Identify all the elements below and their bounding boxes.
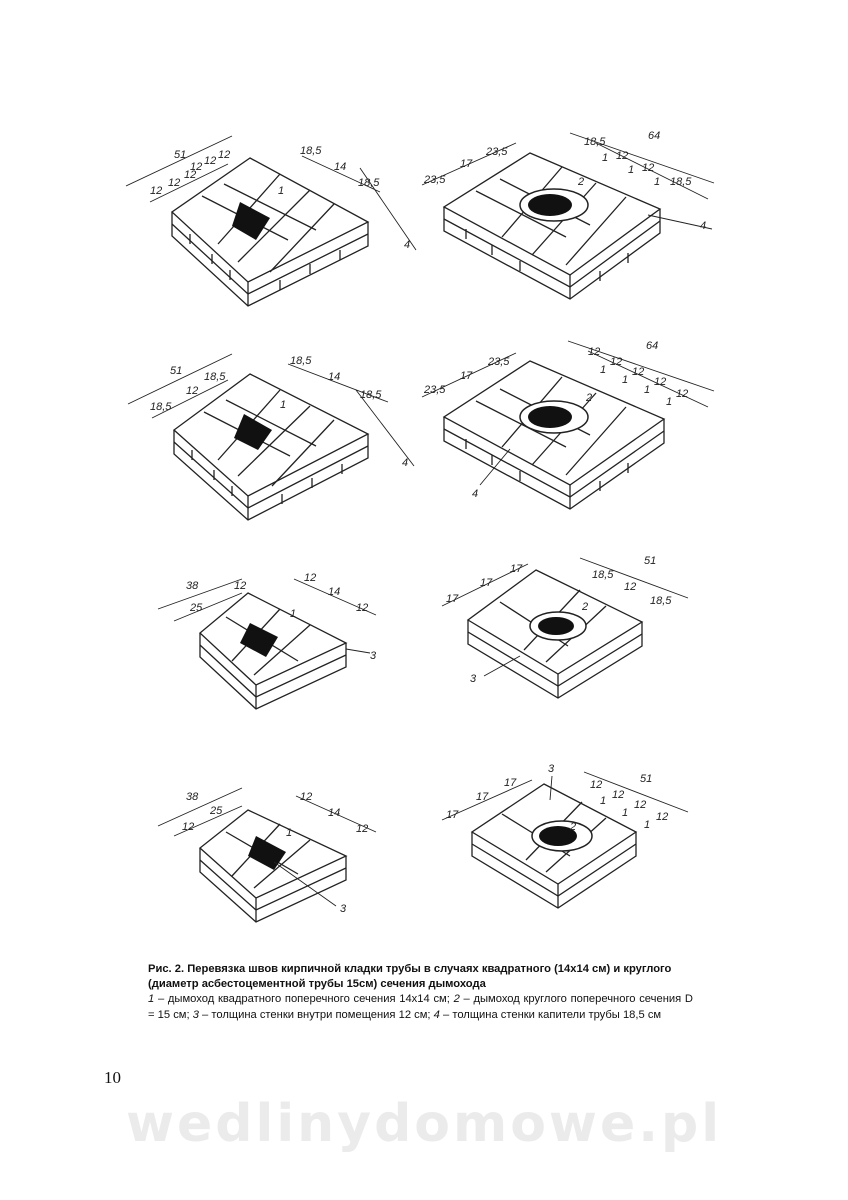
label-0: 2 [578,176,585,188]
dim-top-0: 23,5 [424,174,446,186]
dim-left-0: 12 [150,185,163,197]
figure-round-flue-51 [440,550,700,700]
label-0: 3 [548,763,555,775]
dim-top-1: 17 [480,577,493,589]
legend-text-2: – дымоход круглого поперечного сечения D = 15 см; [148,993,693,1021]
dim-right-2: 12 [610,356,623,368]
legend-text-4: – толщина стенки капители трубы 18,5 см [439,1008,662,1021]
dim-top-0: 51 [170,365,183,377]
dim-top-0: 17 [446,809,459,821]
dim-top-1: 18,5 [150,401,172,413]
legend-num-4: 4 [433,1008,440,1021]
dim-left-2: 12 [184,169,197,181]
label-1: 3 [370,650,377,662]
dim-top-2: 23,5 [488,356,510,368]
dim-right-1: 12 [588,346,601,358]
legend-num-1: 1 [148,993,155,1006]
legend-num-3: 3 [192,1008,199,1021]
dim-sub-0: 1 [600,364,607,376]
dim-left-1: 12 [168,177,181,189]
dim-right-0: 64 [646,340,659,352]
dim-top-0: 38 [186,580,199,592]
dim-right-3: 18,5 [650,595,672,607]
figure-caption [148,962,693,1023]
watermark: wedlinydomowe.pl [125,1094,723,1154]
dim-right-0: 18,5 [300,145,322,157]
dim-right-1: 18,5 [584,136,606,148]
dim-right-2: 12 [356,602,369,614]
figure-square-flue-51b [120,350,420,525]
label-1: 4 [402,457,409,469]
label-0: 2 [586,392,593,404]
dim-right-0: 18,5 [290,355,312,367]
dim-sub-3: 1 [666,396,673,408]
dim-top-1: 17 [460,370,473,382]
dim-right-1: 18,5 [592,569,614,581]
figure-square-flue-38b [150,770,390,920]
caption-legend [148,992,693,1022]
dim-right-4: 18,5 [670,176,692,188]
dim-top-2: 17 [510,563,523,575]
dim-right-2: 18,5 [360,389,382,401]
dim-sub-0: 1 [600,795,607,807]
label-1: 4 [700,220,707,232]
dim-right-0: 12 [300,791,313,803]
dim-top-0: 51 [174,149,187,161]
page-number: 10 [104,1068,121,1087]
dim-right-2: 12 [612,789,625,801]
dim-sub-1: 1 [628,164,635,176]
dim-right-2: 12 [624,581,637,593]
dim-top-1: 17 [476,791,489,803]
legend-text-3: – толщина стенки внутри помещения 12 см; [198,1008,434,1021]
dim-top-1: 25 [190,602,203,614]
label-0: 2 [582,601,589,613]
round-flue-icon [528,194,572,216]
dim-top-1: 12 [182,821,195,833]
dim-right-0: 12 [304,572,317,584]
dim-right-2: 12 [356,823,369,835]
legend-num-2: 2 [453,993,460,1006]
dim-top-3: 12 [218,149,231,161]
dim-right-4: 12 [654,376,667,388]
dim-right-3: 12 [632,366,645,378]
label-1: 4 [472,488,479,500]
dim-top-3: 18,5 [204,371,226,383]
dim-sub-1: 1 [622,374,629,386]
dim-right-1: 14 [328,371,341,383]
dim-right-1: 14 [328,807,341,819]
figure-square-flue-51 [120,130,420,305]
dim-top-2: 23,5 [486,146,508,158]
dim-right-5: 12 [676,388,689,400]
dim-right-1: 12 [590,779,603,791]
figure-round-flue-64b [420,335,720,510]
label-1: 3 [470,673,477,685]
dim-right-3: 12 [642,162,655,174]
dim-right-4: 12 [656,811,669,823]
label-0: 1 [286,827,293,839]
label-0: 1 [280,399,287,411]
label-0: 1 [278,185,285,197]
label-0: 1 [290,608,297,620]
dim-top-2: 12 [234,580,247,592]
dim-sub-0: 1 [602,152,609,164]
dim-top-1: 17 [460,158,473,170]
round-flue-icon [538,617,574,635]
dim-right-1: 14 [328,586,341,598]
dim-right-2: 12 [616,150,629,162]
dim-sub-2: 1 [654,176,661,188]
square-flue-icon [240,623,278,657]
dim-top-0: 38 [186,791,199,803]
dim-sub-2: 1 [644,819,651,831]
dim-top-2: 17 [504,777,517,789]
label-1: 4 [404,239,411,251]
dim-right-1: 14 [334,161,347,173]
label-1: 3 [340,903,347,915]
figure-round-flue-64 [420,125,720,300]
dim-top-2: 12 [204,155,217,167]
dim-right-0: 51 [644,555,657,567]
dim-right-0: 64 [648,130,661,142]
legend-text-1: – дымоход квадратного поперечного сечения 14х14 см; [154,993,454,1006]
round-flue-icon [528,406,572,428]
dim-top-2: 12 [186,385,199,397]
dim-right-0: 51 [640,773,653,785]
dim-sub-2: 1 [644,384,651,396]
dim-right-3: 12 [634,799,647,811]
label-1: 2 [570,821,577,833]
figure-square-flue-38 [150,565,390,695]
figure-round-flue-51b [440,760,700,910]
caption-title: Рис. 2. Перевязка швов кирпичной кладки трубы в случаях квадратного (14х14 см) и круглого (диаметр асбестоцементной трубы 15см) сечения дымохода [148,963,672,991]
dim-top-0: 17 [446,593,459,605]
dim-top-1: 12 [190,161,203,173]
dim-top-0: 23,5 [424,384,446,396]
dim-right-2: 18,5 [358,177,380,189]
dim-top-2: 25 [210,805,223,817]
dim-sub-1: 1 [622,807,629,819]
